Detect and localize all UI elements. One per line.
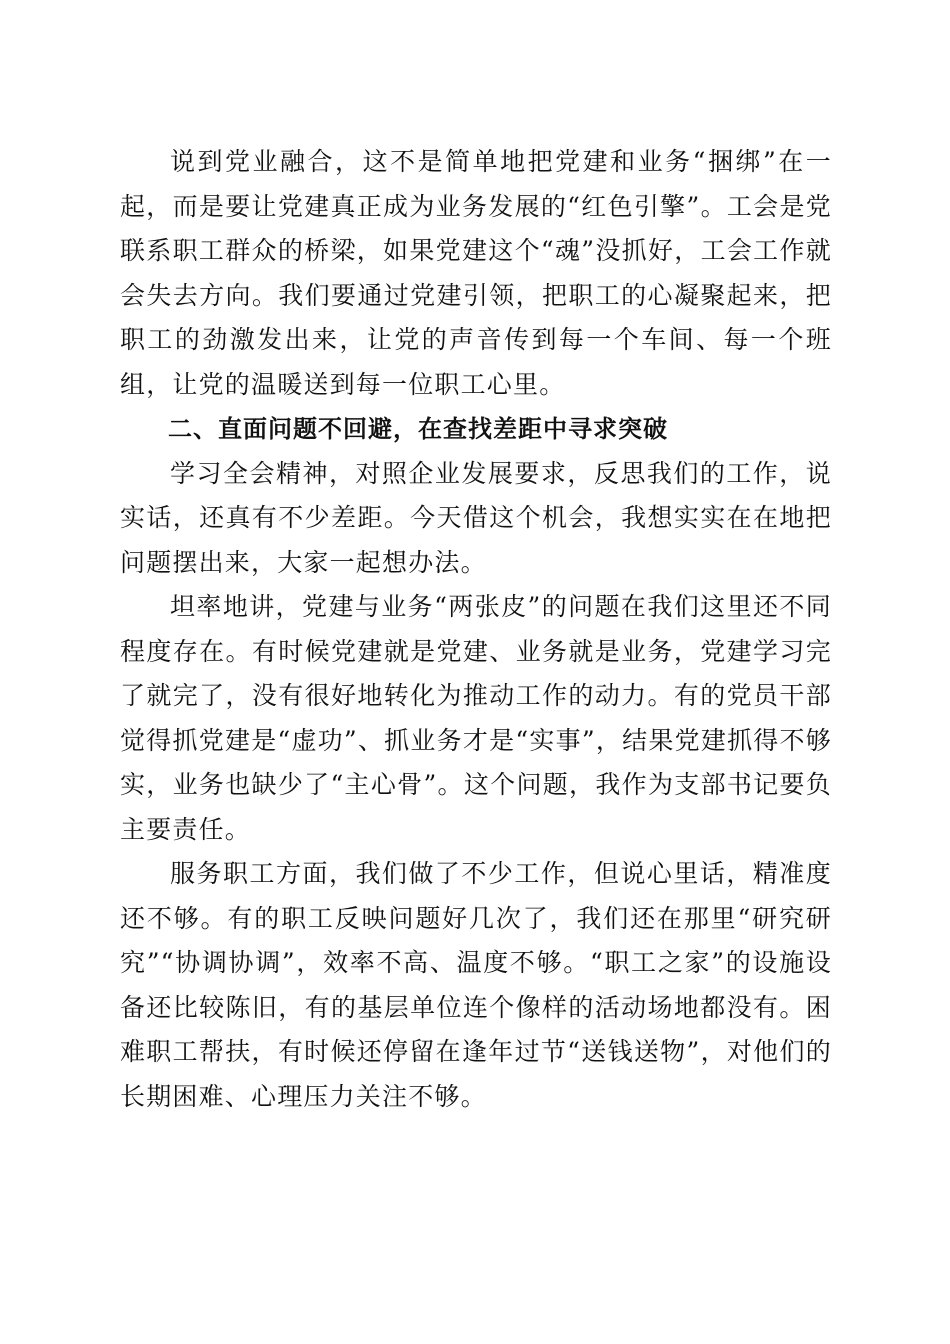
paragraph-study-plenary-spirit: 学习全会精神，对照企业发展要求，反思我们的工作，说实话，还真有不少差距。今天借这个机会，我想实实在在地把问题摆出来，大家一起想办法。 <box>120 458 832 577</box>
paragraph-two-skins-problem: 坦率地讲，党建与业务“两张皮”的问题在我们这里还不同程度存在。有时候党建就是党建、业务就是业务，党建学习完了就完了，没有很好地转化为推动工作的动力。有的党员干部觉得抓党建是“虚功”、抓业务才是“实事”，结果党建抓得不够实，业务也缺少了“主心骨”。这个问题，我作为支部书记要负主要责任。 <box>120 592 832 844</box>
document-body <box>120 140 832 1119</box>
section-heading-face-problems: 二、直面问题不回避，在查找差距中寻求突破 <box>168 415 668 443</box>
paragraph-party-business-integration: 说到党业融合，这不是简单地把党建和业务“捆绑”在一起，而是要让党建真正成为业务发展的“红色引擎”。工会是党联系职工群众的桥梁，如果党建这个“魂”没抓好，工会工作就会失去方向。我们要通过党建引领，把职工的心凝聚起来，把职工的劲激发出来，让党的声音传到每一个车间、每一个班组，让党的温暖送到每一位职工心里。 <box>120 147 832 399</box>
paragraph-serving-workers: 服务职工方面，我们做了不少工作，但说心里话，精准度还不够。有的职工反映问题好几次了，我们还在那里“研究研究”“协调协调”，效率不高、温度不够。“职工之家”的设施设备还比较陈旧，有的基层单位连个像样的活动场地都没有。困难职工帮扶，有时候还停留在逢年过节“送钱送物”，对他们的长期困难、心理压力关注不够。 <box>120 859 832 1111</box>
